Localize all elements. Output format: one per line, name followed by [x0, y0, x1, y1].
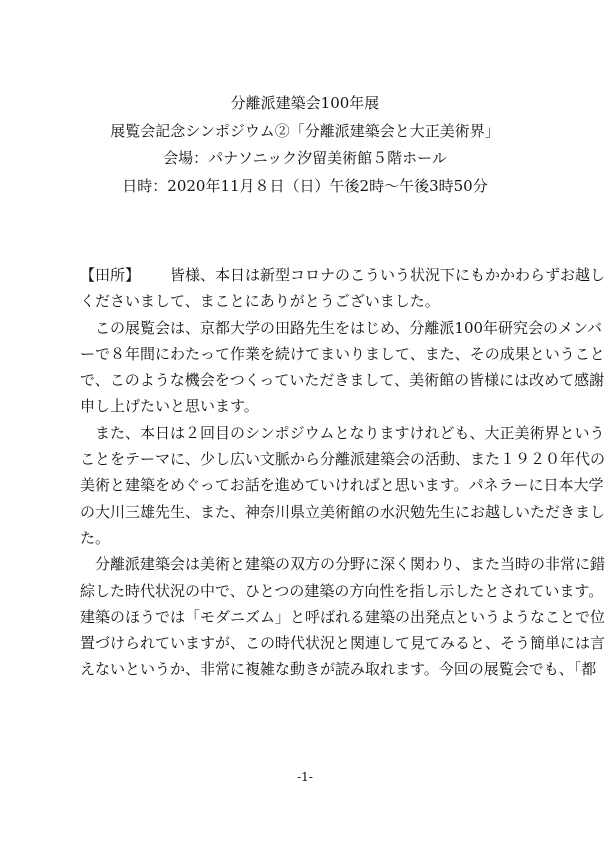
paragraph-line: ーで８年間にわたって作業を続けてまいりまして、また、その成果ということ: [80, 344, 605, 363]
page-number: -1-: [297, 770, 313, 784]
transcript-body: [80, 262, 606, 683]
paragraph-line: た。: [80, 528, 111, 547]
venue-line: 会場：パナソニック汐留美術館５階ホール: [163, 149, 447, 167]
document-header: [0, 90, 610, 200]
paragraph-line: の大川三雄先生、また、神奈川県立美術館の水沢勉先生にお越しいただきまし: [80, 502, 606, 521]
paragraph-line: 建築のほうでは「モダニズム」と呼ばれる建築の出発点というようなことで位: [80, 607, 606, 626]
speaker-label: 【田所】: [80, 266, 141, 284]
paragraph-line: 綜した時代状況の中で、ひとつの建築の方向性を指し示したとされています。: [80, 581, 604, 600]
paragraph-line: 置づけられていますが、この時代状況と関連して見てみると、そう簡単には言: [80, 634, 606, 653]
paragraph-line: 申し上げたいと思います。: [80, 397, 259, 416]
exhibition-title: 分離派建築会100年展: [230, 94, 380, 112]
paragraph-line: また、本日は２回目のシンポジウムとなりますけれども、大正美術界という: [95, 423, 605, 442]
symposium-title: 展覧会記念シンポジウム②「分離派建築会と大正美術界」: [110, 121, 500, 140]
paragraph-line: えないというか、非常に複雑な動きが読み取れます。今回の展覧会でも、「都: [80, 660, 597, 679]
paragraph-line: この展覧会は、京都大学の田路先生をはじめ、分離派100年研究会のメンバ: [95, 318, 602, 337]
paragraph-line: ことをテーマに、少し広い文脈から分離派建築会の活動、また１９２０年代の: [80, 450, 606, 469]
paragraph-line: [80, 262, 606, 288]
paragraph-line: で、このような機会をつくっていただきまして、美術館の皆様には改めて感謝: [80, 371, 605, 390]
paragraph-line: くださいまして、まことにありがとうございました。: [80, 292, 440, 311]
paragraph-line-text: 皆様、本日は新型コロナのこういう状況下にもかかわらずお越し: [170, 266, 606, 284]
paragraph-line: 分離派建築会は美術と建築の双方の分野に深く関わり、また当時の非常に錯: [95, 555, 606, 574]
paragraph-line: 美術と建築をめぐってお話を進めていければと思います。パネラーに日本大学: [80, 476, 604, 495]
datetime-line: 日時：2020年11月８日（日）午後2時～午後3時50分: [122, 176, 488, 195]
